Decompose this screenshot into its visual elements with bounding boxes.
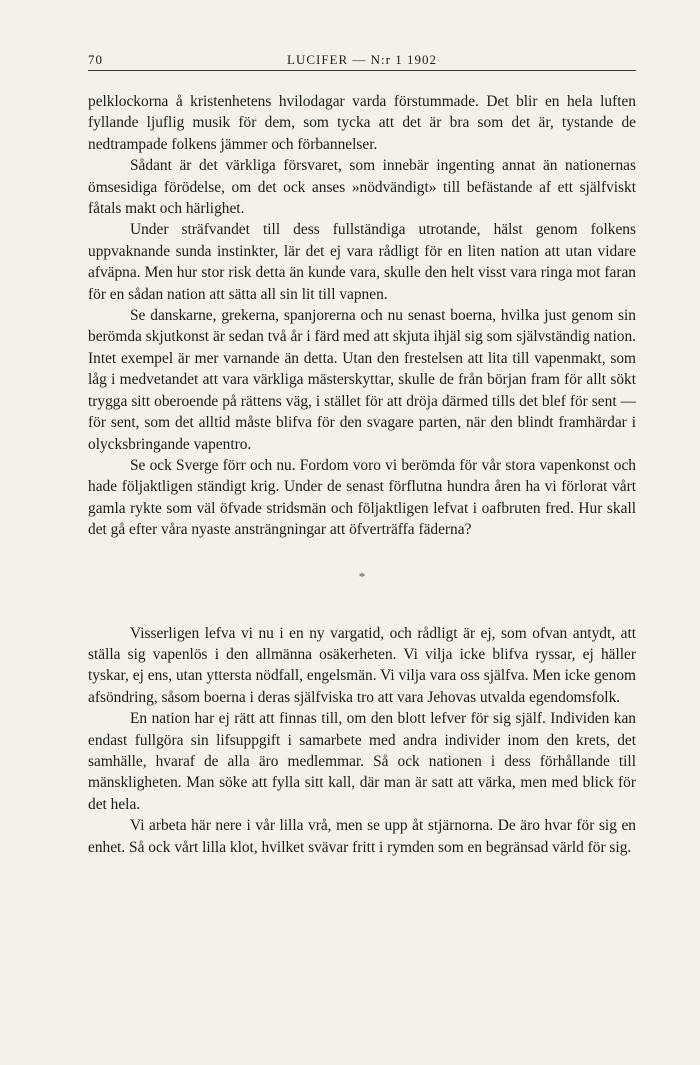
paragraph: pelklockorna å kristenhetens hvilodagar varda förstummade. Det blir en hela luften fyllande ljuflig musik för dem, som tycka att det är bra som det är, tystande de nedtrampade folkens jämmer och förbannelser. [88, 93, 636, 153]
paragraph: Sådant är det värkliga försvaret, som innebär ingenting annat än nationernas ömsesidiga förödelse, om det ock anses »nödvändigt» till befästande af ett själfviskt fåtals makt och härlighet. [88, 157, 636, 218]
article-body [88, 91, 636, 858]
paragraph: Under sträfvandet till dess fullständiga utrotande, hälst genom folkens uppvaknande sunda instinkter, lär det ej vara rådligt för en liten nation att utan vidare afväpna. Men hur stor risk detta än kunde vara, skulle den helt visst vara ringa mot faran för en sådan nation att sätta all sin lit till vapnen. [88, 221, 636, 303]
paragraph: Se danskarne, grekerna, spanjorerna och nu senast boerna, hvilka just genom sin berömda skjutkonst är sedan två år i färd med att skjuta ihjäl sig som självständig nation. Intet exempel är mer varnande än detta. Utan den frestelsen att lita till vapenmakt, som låg i medvetandet att vara värkliga mästerskyttar, skulle de från början fram för allt sökt trygga sitt oberoende på rättens väg, i stället för att dröja därmed tills det blef för sent — för sent, som det alltid måste blifva för den svagare parten, när den blindt framhärdar i olycksbringande vapentro. [88, 307, 636, 453]
paragraph: Vi arbeta här nere i vår lilla vrå, men se upp åt stjärnorna. De äro hvar för sig en enhet. Så ock vårt lilla klot, hvilket svävar fritt i rymden som en begränsad värld för sig. [88, 817, 636, 856]
running-head: LUCIFER — N:r 1 1902 [287, 52, 437, 67]
section-divider-asterisk: * [358, 568, 366, 584]
paragraph: Se ock Sverge förr och nu. Fordom voro vi berömda för vår stora vapenkonst och hade följaktligen ständigt krig. Under de senast förflutna hundra åren ha vi förlorat vårt gamla rykte som väl öfvade stridsmän och följaktligen lefvat i oafbruten fred. Hur skall det gå efter våra nyaste ansträngningar att öfverträffa fäderna? [88, 456, 636, 539]
paragraph: En nation har ej rätt att finnas till, om den blott lefver för sig själf. Individen kan endast fullgöra sin lifsuppgift i samarbete med andra individer inom den krets, det samhälle, hvaraf de alla äro medlemmar. Så ock nationen i dess förhållande till mänskligheten. Man söke att fylla sitt kall, där man är satt att värka, men med blick för det hela. [88, 710, 636, 813]
page-number: 70 [88, 52, 103, 67]
paragraph: Visserligen lefva vi nu i en ny vargatid, och rådligt är ej, som ofvan antydt, att ställa sig vapenlös i den allmänna osäkerheten. Vi vilja icke blifva ryssar, ej häller tyskar, ej ens, utan yttersta nödfall, engelsmän. Vi vilja vara oss själfva. Men icke genom afsöndring, såsom boerna i deras själfviska tro att vara Jehovas utvalda egendomsfolk. [88, 624, 636, 706]
book-page [88, 50, 636, 858]
page-header [88, 50, 636, 71]
